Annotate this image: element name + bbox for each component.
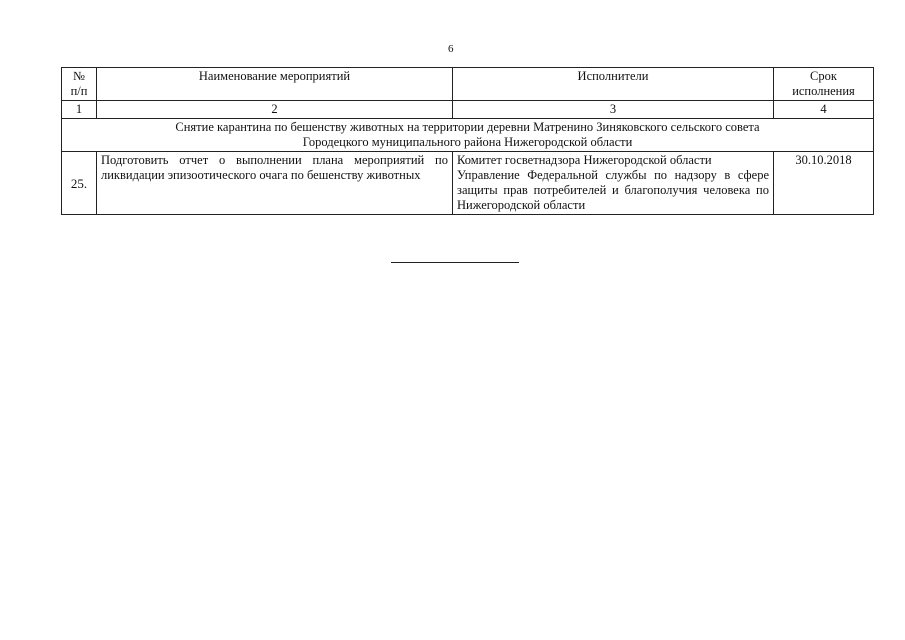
row-activity-name: Подготовить отчет о выполнении плана мероприятий по ликвидации эпизоотического очага по бешенству животных bbox=[97, 152, 453, 215]
row-deadline: 30.10.2018 bbox=[774, 152, 874, 215]
header-deadline bbox=[774, 68, 874, 101]
section-title-line1: Снятие карантина по бешенству животных на территории деревни Матренино Зиняковского сельского совета bbox=[175, 120, 760, 134]
row-executors bbox=[453, 152, 774, 215]
section-title bbox=[62, 119, 874, 152]
table-header-row bbox=[62, 68, 874, 101]
column-number-1: 1 bbox=[62, 101, 97, 119]
row-executor-2: Управление Федеральной службы по надзору в сфере защиты прав потребителей и благополучия человека по Нижегородской области bbox=[457, 168, 769, 212]
header-num bbox=[62, 68, 97, 101]
column-number-row bbox=[62, 101, 874, 119]
section-title-line2: Городецкого муниципального района Нижегородской области bbox=[302, 135, 633, 149]
header-deadline-line2: исполнения bbox=[792, 84, 855, 98]
header-name: Наименование мероприятий bbox=[97, 68, 453, 101]
row-executor-1: Комитет госветнадзора Нижегородской области bbox=[457, 153, 712, 167]
header-num-line1: № bbox=[73, 69, 85, 83]
closing-divider bbox=[391, 262, 519, 263]
column-number-2: 2 bbox=[97, 101, 453, 119]
header-num-line2: п/п bbox=[70, 84, 88, 98]
activities-table bbox=[61, 67, 874, 215]
page-number: 6 bbox=[448, 43, 454, 55]
column-number-3: 3 bbox=[453, 101, 774, 119]
header-deadline-line1: Срок bbox=[810, 69, 837, 83]
section-title-row bbox=[62, 119, 874, 152]
column-number-4: 4 bbox=[774, 101, 874, 119]
table-row bbox=[62, 152, 874, 215]
row-number: 25. bbox=[62, 152, 97, 215]
header-executors: Исполнители bbox=[453, 68, 774, 101]
